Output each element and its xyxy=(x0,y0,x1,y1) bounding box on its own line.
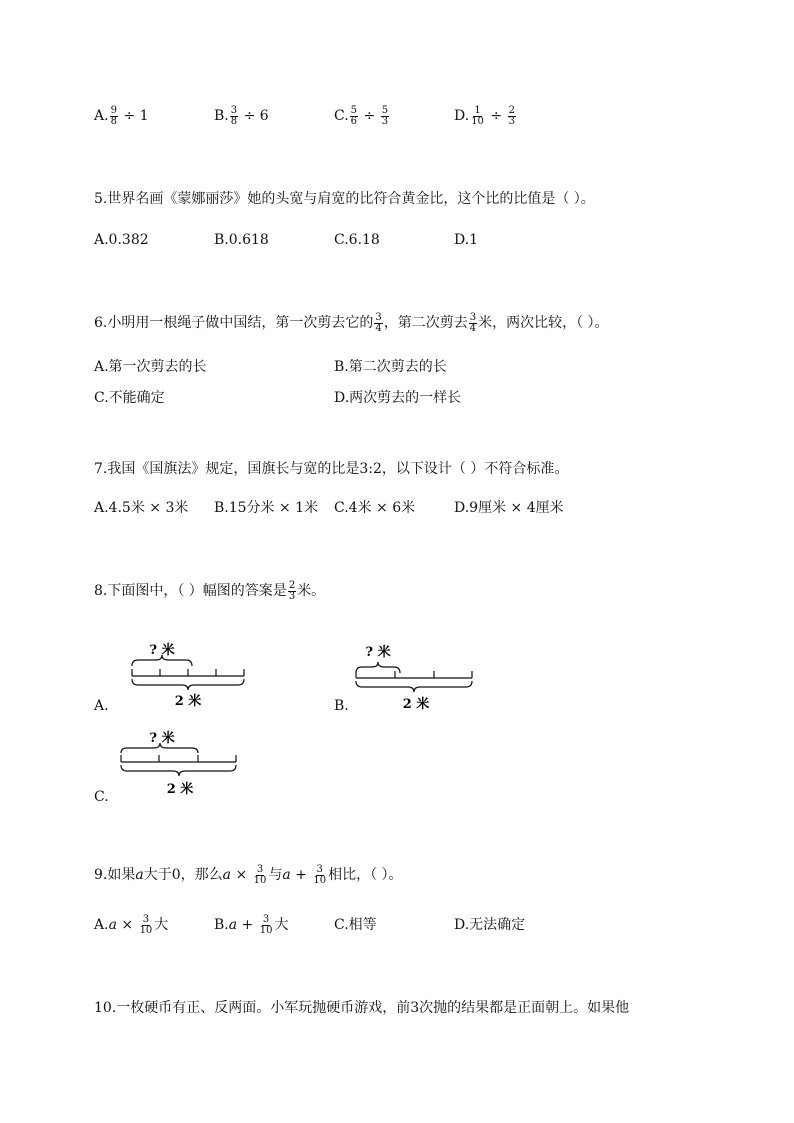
top-brace xyxy=(132,655,192,666)
figure-bottom-label: 2 米 xyxy=(402,697,430,712)
q7-question: 7.我国《国旗法》规定，国旗长与宽的比是3:2，以下设计（ ）不符合标准。 xyxy=(94,461,569,477)
q5-option-c: C.6.18 xyxy=(334,232,380,248)
bottom-brace xyxy=(132,679,244,690)
fraction: $\frac{3}{10}$ xyxy=(259,913,273,936)
bottom-brace xyxy=(121,765,236,776)
q9-option-b: B.a + $\frac{3}{10}$ 大 xyxy=(214,913,289,936)
q5-question: 5.世界名画《蒙娜丽莎》她的头宽与肩宽的比符合黄金比，这个比的比值是（ ）。 xyxy=(94,191,595,207)
fraction: $\frac{3}{10}$ xyxy=(253,863,267,886)
q9-option-c: C.相等 xyxy=(334,917,377,933)
fraction: $\frac{2}{3}$ xyxy=(508,104,515,127)
q7-option-c: C.4米 × 6米 xyxy=(334,500,416,516)
q6-question: 6.小明用一根绳子做中国结，第一次剪去它的 $\frac{3}{4}$ ，第二次剪去 $\frac{3}{4}$ 米，两次比较，（ ）。 xyxy=(94,311,609,334)
fraction: $\frac{3}{4}$ xyxy=(375,311,382,334)
figure-top-label: ? 米 xyxy=(149,731,175,746)
q8-question: 8.下面图中，（ ）幅图的答案是 $\frac{2}{3}$ 米。 xyxy=(94,579,326,602)
q8-label-a: A. xyxy=(94,698,109,714)
fraction: $\frac{5}{3}$ xyxy=(381,104,389,127)
q7-option-a: A.4.5米 × 3米 xyxy=(94,500,189,516)
top-brace xyxy=(356,662,400,673)
figure-top-label: ? 米 xyxy=(149,643,175,658)
q7-option-d: D.9厘米 × 4厘米 xyxy=(454,500,564,516)
figure-bottom-label: 2 米 xyxy=(166,782,194,797)
fraction: $\frac{2}{3}$ xyxy=(288,579,296,602)
q9-option-a: A.a × $\frac{3}{10}$ 大 xyxy=(94,913,169,936)
q6-option-b: B.第二次剪去的长 xyxy=(334,359,447,375)
q6-option-d: D.两次剪去的一样长 xyxy=(334,390,462,406)
q10-question: 10.一枚硬币有正、反两面。小军玩抛硬币游戏，前3次抛的结果都是正面朝上。如果他 xyxy=(94,1000,630,1016)
q7-option-b: B.15分米 × 1米 xyxy=(214,500,319,516)
q6-option-c: C.不能确定 xyxy=(94,390,165,406)
q8-figure-b xyxy=(350,640,480,716)
top-brace xyxy=(121,743,198,753)
bottom-brace xyxy=(356,681,472,692)
fraction: $\frac{3}{10}$ xyxy=(139,913,153,936)
q5-option-b: B.0.618 xyxy=(214,232,269,248)
q8-figure-a xyxy=(120,638,250,714)
q8-figure-c xyxy=(112,726,244,802)
q8-label-c: C. xyxy=(94,789,109,805)
q9-option-d: D.无法确定 xyxy=(454,917,526,933)
q6-option-a: A.第一次剪去的长 xyxy=(94,359,207,375)
fraction: $\frac{3}{4}$ xyxy=(469,311,477,334)
q9-question: 9.如果a大于0，那么a × $\frac{3}{10}$ 与a + $\frac{3}{10}$ 相比，（ ）。 xyxy=(94,863,403,886)
fraction: $\frac{1}{10}$ xyxy=(471,104,484,127)
q4-option-d: D. $\frac{1}{10}$ ÷ $\frac{2}{3}$ xyxy=(454,104,515,127)
q4-option-a: A. $\frac{9}{8}$ ÷ 1 xyxy=(94,104,149,127)
figure-bottom-label: 2 米 xyxy=(174,694,202,709)
fraction: $\frac{5}{6}$ xyxy=(350,104,358,127)
q4-option-b: B. $\frac{3}{8}$ ÷ 6 xyxy=(214,104,269,127)
q4-option-c: C. $\frac{5}{6}$ ÷ $\frac{5}{3}$ xyxy=(334,104,389,127)
fraction: $\frac{9}{8}$ xyxy=(110,104,117,127)
fraction: $\frac{3}{10}$ xyxy=(313,863,327,886)
q5-option-a: A.0.382 xyxy=(94,232,149,248)
q5-option-d: D.1 xyxy=(454,232,479,248)
figure-top-label: ? 米 xyxy=(365,645,391,660)
q8-label-b: B. xyxy=(334,698,349,714)
fraction: $\frac{3}{8}$ xyxy=(230,104,238,127)
